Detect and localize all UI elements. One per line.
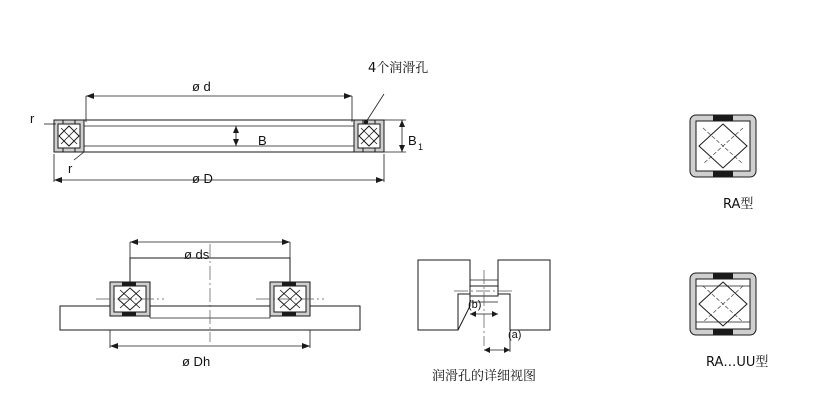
label-phi-D: ø D bbox=[192, 171, 213, 186]
label-detail-b: (b) bbox=[468, 299, 482, 311]
variant-ra-illustration bbox=[685, 110, 775, 200]
label-r-bottom: r bbox=[68, 161, 73, 176]
label-B: B bbox=[258, 133, 267, 148]
lubrication-hole-detail-view bbox=[410, 250, 590, 370]
dim-phi-d bbox=[86, 93, 352, 122]
label-phi-Dh: ø Dh bbox=[182, 354, 211, 369]
caption-variant-ra-uu: RA…UU型 bbox=[706, 355, 769, 370]
dim-B1 bbox=[384, 120, 406, 152]
mounted-section-view bbox=[50, 230, 390, 400]
leader-r-bottom bbox=[74, 152, 84, 160]
variant-ra-uu-illustration bbox=[685, 268, 775, 358]
label-phi-d: ø d bbox=[192, 79, 211, 94]
dim-a bbox=[484, 332, 510, 353]
caption-variant-ra: RA型 bbox=[723, 197, 754, 212]
label-phi-ds: ø ds bbox=[184, 247, 210, 262]
label-B1: B bbox=[408, 133, 417, 148]
caption-detail-view: 润滑孔的详细视图 bbox=[432, 369, 537, 384]
dim-phi-D bbox=[54, 154, 384, 186]
right-raceway-block bbox=[354, 120, 384, 152]
label-B1-subscript: 1 bbox=[418, 142, 424, 152]
left-raceway-block bbox=[54, 120, 84, 152]
label-r-left: r bbox=[30, 111, 35, 126]
label-lube-holes: 4个润滑孔 bbox=[368, 61, 429, 76]
label-detail-a: (a) bbox=[508, 329, 522, 341]
